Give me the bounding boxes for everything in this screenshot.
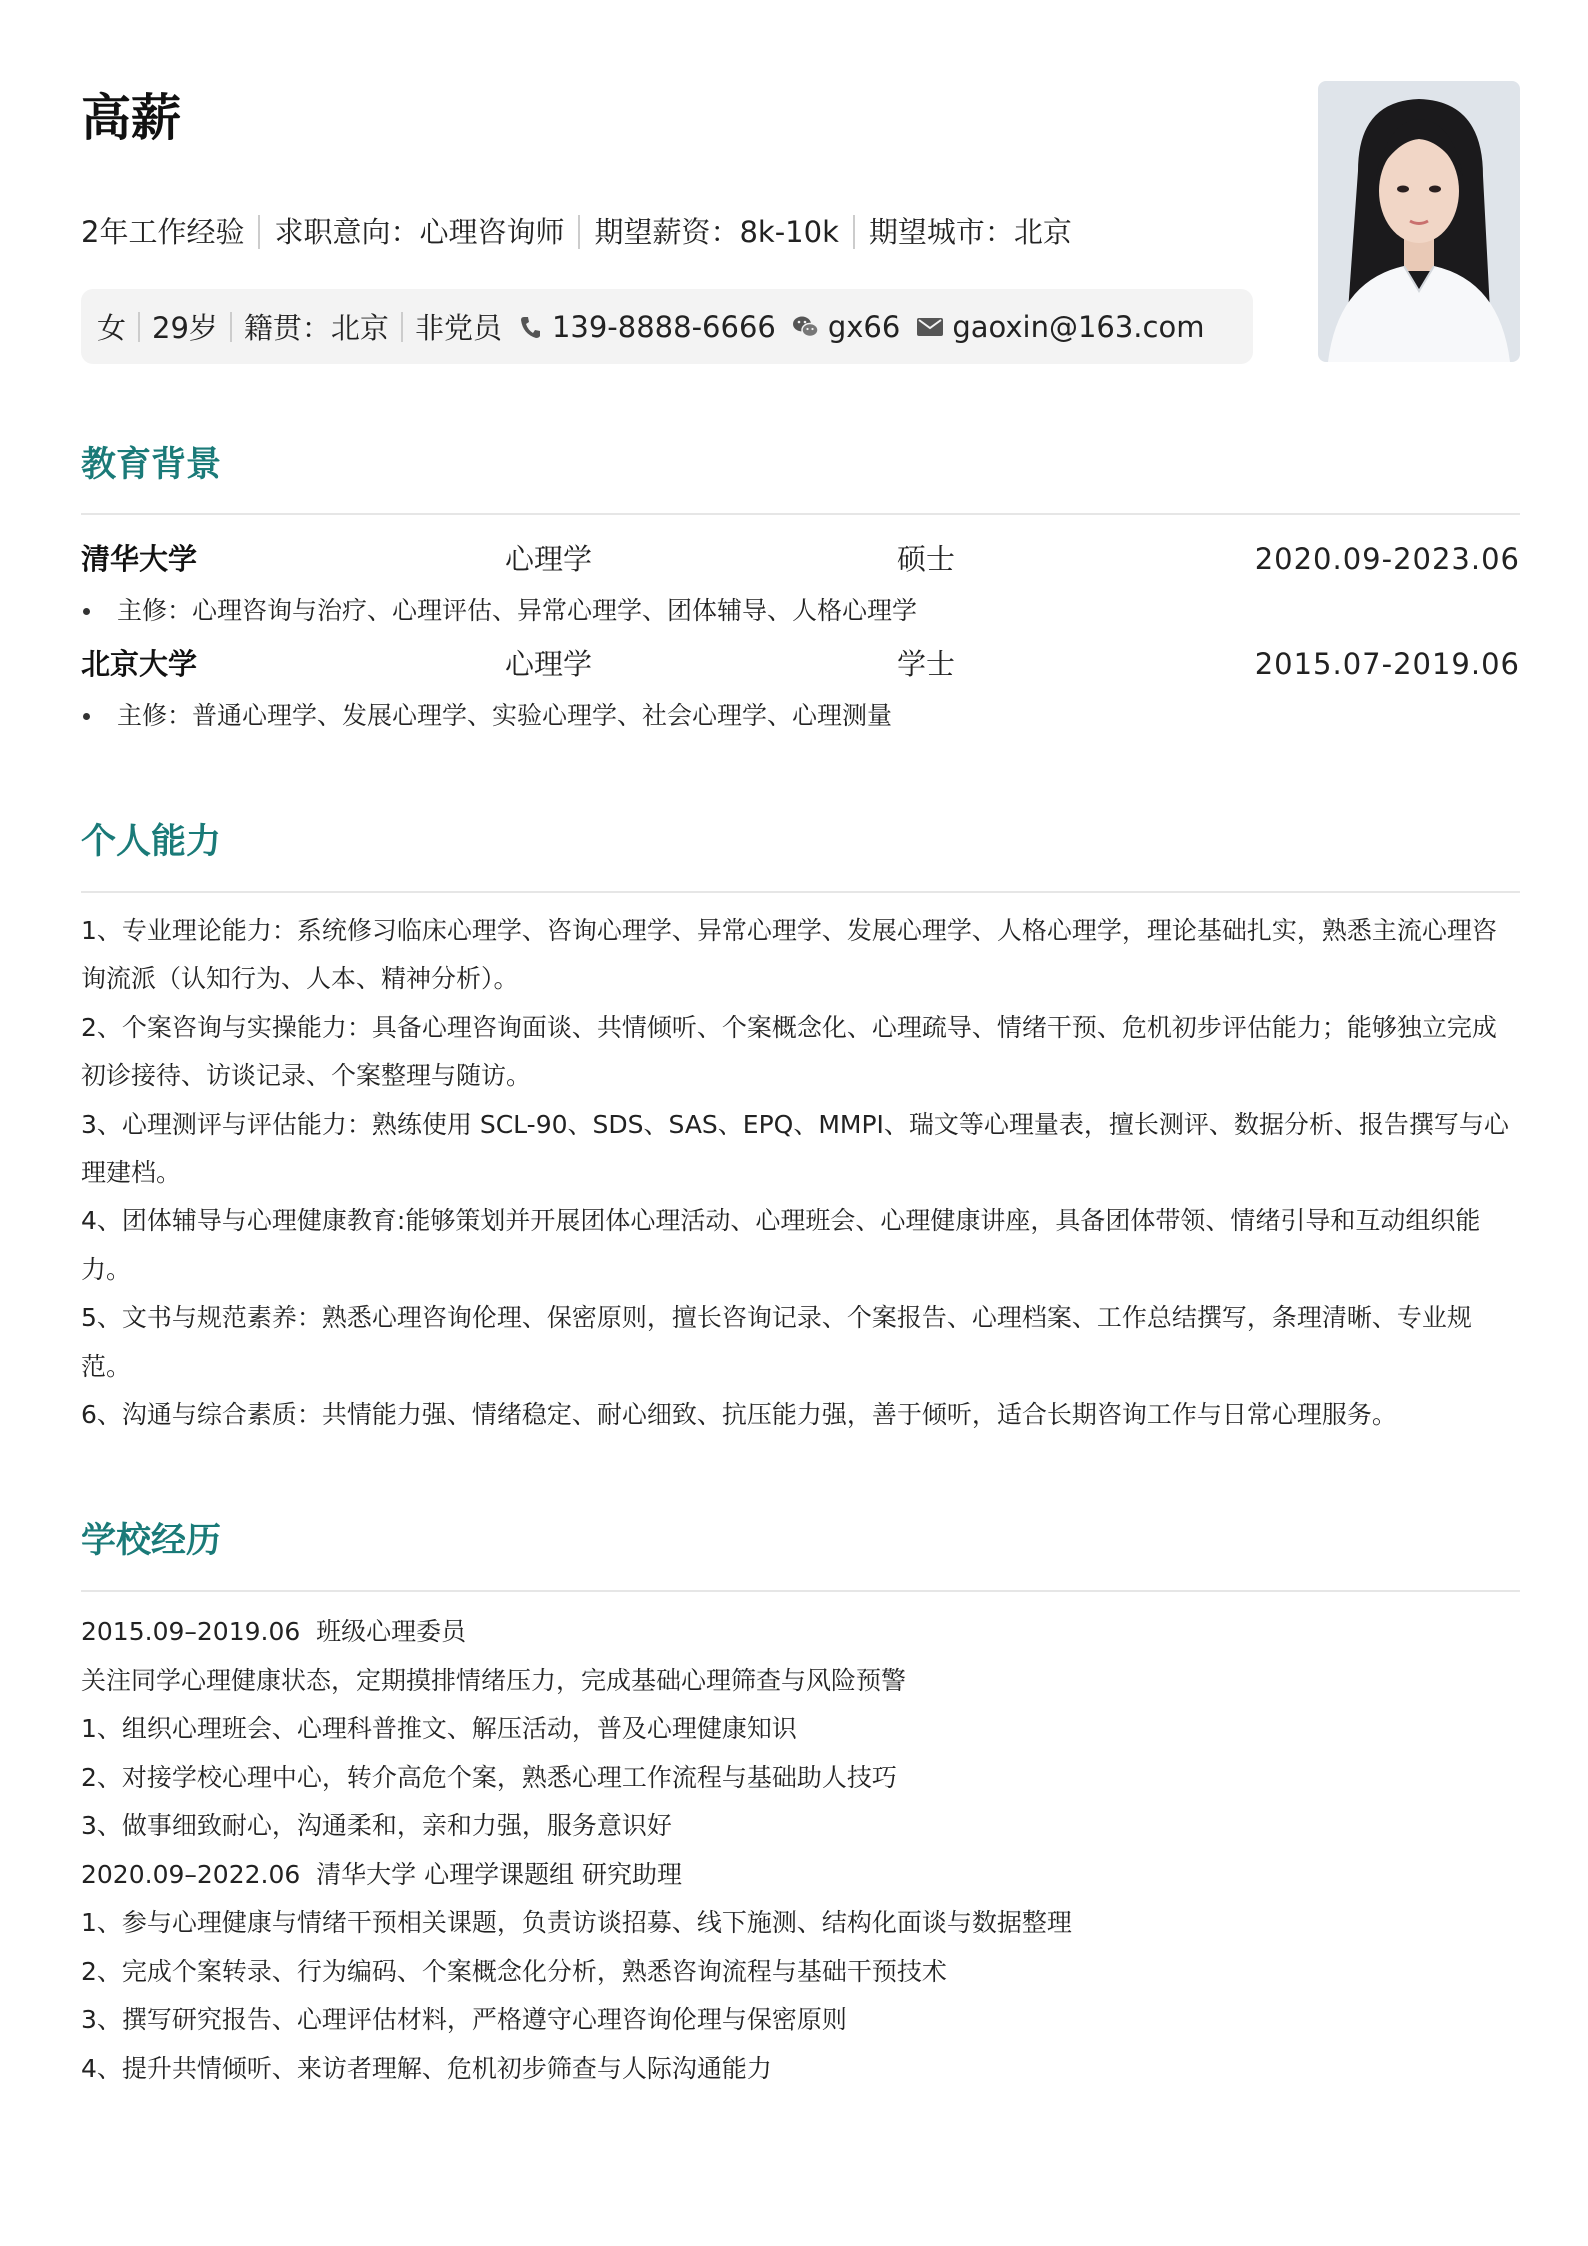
expected-city: 期望城市：北京 bbox=[868, 215, 1072, 249]
major: 心理学 bbox=[505, 647, 593, 681]
education-row bbox=[81, 644, 1520, 684]
section-divider bbox=[81, 891, 1520, 893]
political-status: 非党员 bbox=[414, 311, 502, 345]
experience-heading: 2015.09–2019.06 班级心理委员 bbox=[81, 1617, 467, 1646]
skill-item: 3、心理测评与评估能力：熟练使用 SCL-90、SDS、SAS、EPQ、MMPI、瑞文等心理量表，擅长测评、数据分析、报告撰写与心理建档。 bbox=[81, 1109, 1509, 1188]
wechat-id: gx66 bbox=[827, 309, 901, 344]
expected-salary: 期望薪资：8k-10k bbox=[594, 215, 839, 249]
experience-line: 4、提升共情倾听、来访者理解、危机初步筛查与人际沟通能力 bbox=[81, 2053, 772, 2083]
divider bbox=[401, 312, 403, 342]
job-intention: 求职意向：心理咨询师 bbox=[274, 215, 565, 249]
phone-icon bbox=[516, 313, 544, 341]
experience-line: 3、撰写研究报告、心理评估材料，严格遵守心理咨询伦理与保密原则 bbox=[81, 2005, 847, 2034]
date-range: 2015.07-2019.06 bbox=[1254, 647, 1520, 681]
experience-line: 2、完成个案转录、行为编码、个案概念化分析，熟悉咨询流程与基础干预技术 bbox=[81, 1956, 947, 1986]
major: 心理学 bbox=[505, 542, 593, 576]
age: 29岁 bbox=[152, 311, 218, 345]
section-title-school-experience: 学校经历 bbox=[81, 1521, 222, 1561]
experience-list bbox=[81, 1608, 1520, 2093]
divider bbox=[138, 312, 140, 342]
school-name: 清华大学 bbox=[81, 542, 198, 576]
wechat-icon bbox=[792, 313, 820, 341]
skill-item: 1、专业理论能力：系统修习临床心理学、咨询心理学、异常心理学、发展心理学、人格心理学，理论基础扎实，熟悉主流心理咨询流派（认知行为、人本、精神分析）。 bbox=[81, 916, 1497, 994]
section-title-skills: 个人能力 bbox=[81, 822, 222, 862]
experience-line: 2、对接学校心理中心，转介高危个案，熟悉心理工作流程与基础助人技巧 bbox=[81, 1762, 897, 1792]
skill-item: 6、沟通与综合素质：共情能力强、情绪稳定、耐心细致、抗压能力强，善于倾听，适合长期咨询工作与日常心理服务。 bbox=[81, 1400, 1397, 1430]
section-divider bbox=[81, 1590, 1520, 1592]
email-icon bbox=[916, 313, 944, 341]
experience-line: 关注同学心理健康状态，定期摸排情绪压力，完成基础心理筛查与风险预警 bbox=[81, 1665, 907, 1695]
experience-line: 3、做事细致耐心，沟通柔和，亲和力强，服务意识好 bbox=[81, 1811, 672, 1840]
contact-bar bbox=[81, 289, 1253, 364]
skill-item: 4、团体辅导与心理健康教育:能够策划并开展团体心理活动、心理班会、心理健康讲座，具备团体带领、情绪引导和互动组织能力。 bbox=[81, 1206, 1481, 1284]
candidate-name: 高薪 bbox=[81, 89, 181, 147]
profile-photo bbox=[1318, 81, 1520, 362]
divider bbox=[230, 312, 232, 342]
section-divider bbox=[81, 513, 1520, 515]
email-address: gaoxin@163.com bbox=[952, 309, 1205, 344]
degree: 学士 bbox=[897, 647, 956, 681]
phone-number: 139-8888-6666 bbox=[551, 309, 776, 344]
divider bbox=[853, 215, 855, 249]
divider bbox=[578, 215, 580, 249]
date-range: 2020.09-2023.06 bbox=[1254, 542, 1520, 576]
skill-item: 2、个案咨询与实操能力：具备心理咨询面谈、共情倾听、个案概念化、心理疏导、情绪干预、危机初步评估能力；能够独立完成初诊接待、访谈记录、个案整理与随访。 bbox=[81, 1012, 1497, 1091]
divider bbox=[258, 215, 260, 249]
hometown: 籍贯：北京 bbox=[243, 311, 389, 345]
education-row bbox=[81, 539, 1520, 579]
experience-heading: 2020.09–2022.06 清华大学 心理学课题组 研究助理 bbox=[81, 1859, 683, 1889]
courses-bullet: 主修：心理咨询与治疗、心理评估、异常心理学、团体辅导、人格心理学 bbox=[81, 593, 917, 629]
experience-line: 1、参与心理健康与情绪干预相关课题，负责访谈招募、线下施测、结构化面谈与数据整理 bbox=[81, 1908, 1072, 1937]
job-summary bbox=[81, 212, 1072, 252]
gender: 女 bbox=[97, 311, 127, 345]
degree: 硕士 bbox=[897, 542, 956, 576]
skills-list bbox=[81, 907, 1520, 1439]
skill-item: 5、文书与规范素养：熟悉心理咨询伦理、保密原则，擅长咨询记录、个案报告、心理档案、工作总结撰写，条理清晰、专业规范。 bbox=[81, 1303, 1472, 1381]
school-name: 北京大学 bbox=[81, 647, 198, 681]
experience-line: 1、组织心理班会、心理科普推文、解压活动，普及心理健康知识 bbox=[81, 1714, 797, 1743]
courses-bullet: 主修：普通心理学、发展心理学、实验心理学、社会心理学、心理测量 bbox=[81, 698, 892, 734]
section-title-education: 教育背景 bbox=[81, 445, 222, 485]
experience-years: 2年工作经验 bbox=[81, 215, 245, 249]
